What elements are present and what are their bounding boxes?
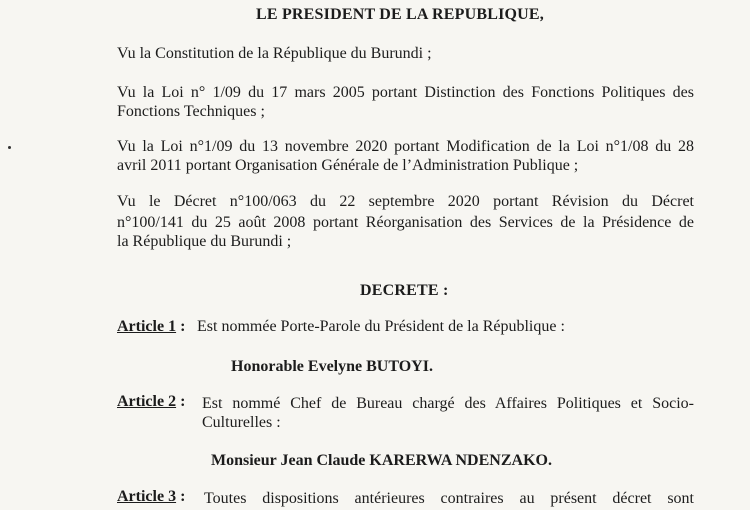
article-1-appointee: Honorable Evelyne BUTOYI. xyxy=(231,358,433,375)
article-1-label-text: Article 1 xyxy=(117,318,177,335)
scan-speck xyxy=(8,146,11,149)
vu-loi-2005-line1: Vu la Loi n° 1/09 du 17 mars 2005 portant Distinction des Fonctions Politiques des xyxy=(117,84,694,101)
article-3-label xyxy=(117,488,185,506)
article-3-line1: Toutes dispositions antérieures contraires au présent décret sont xyxy=(204,490,694,507)
article-3-sep: : xyxy=(176,488,186,505)
article-2-line2: Culturelles : xyxy=(202,414,281,431)
vu-loi-2005-line2: Fonctions Techniques ; xyxy=(117,103,265,120)
article-1-sep: : xyxy=(176,318,186,335)
article-1-label xyxy=(117,318,185,336)
vu-decret-line3: la République du Burundi ; xyxy=(117,233,292,250)
vu-constitution: Vu la Constitution de la République du Burundi ; xyxy=(117,45,432,62)
article-2-label-text: Article 2 xyxy=(117,393,177,410)
article-1-text: Est nommée Porte-Parole du Président de la République : xyxy=(197,318,565,335)
article-2-sep: : xyxy=(176,393,186,410)
vu-loi-2020-line1: Vu la Loi n°1/09 du 13 novembre 2020 portant Modification de la Loi n°1/08 du 28 xyxy=(117,138,694,155)
article-2-appointee: Monsieur Jean Claude KARERWA NDENZAKO. xyxy=(211,452,552,469)
decrete-heading: DECRETE : xyxy=(360,282,449,299)
vu-decret-line1: Vu le Décret n°100/063 du 22 septembre 2020 portant Révision du Décret xyxy=(117,193,694,210)
vu-loi-2020-line2: avril 2011 portant Organisation Générale de l’Administration Publique ; xyxy=(117,157,579,174)
vu-decret-line2: n°100/141 du 25 août 2008 portant Réorganisation des Services de la Présidence de xyxy=(117,214,694,231)
article-2-label xyxy=(117,393,185,411)
article-2-line1: Est nommé Chef de Bureau chargé des Affaires Politiques et Socio- xyxy=(202,395,694,412)
decree-title: LE PRESIDENT DE LA REPUBLIQUE, xyxy=(256,6,544,23)
article-3-label-text: Article 3 xyxy=(117,488,177,505)
